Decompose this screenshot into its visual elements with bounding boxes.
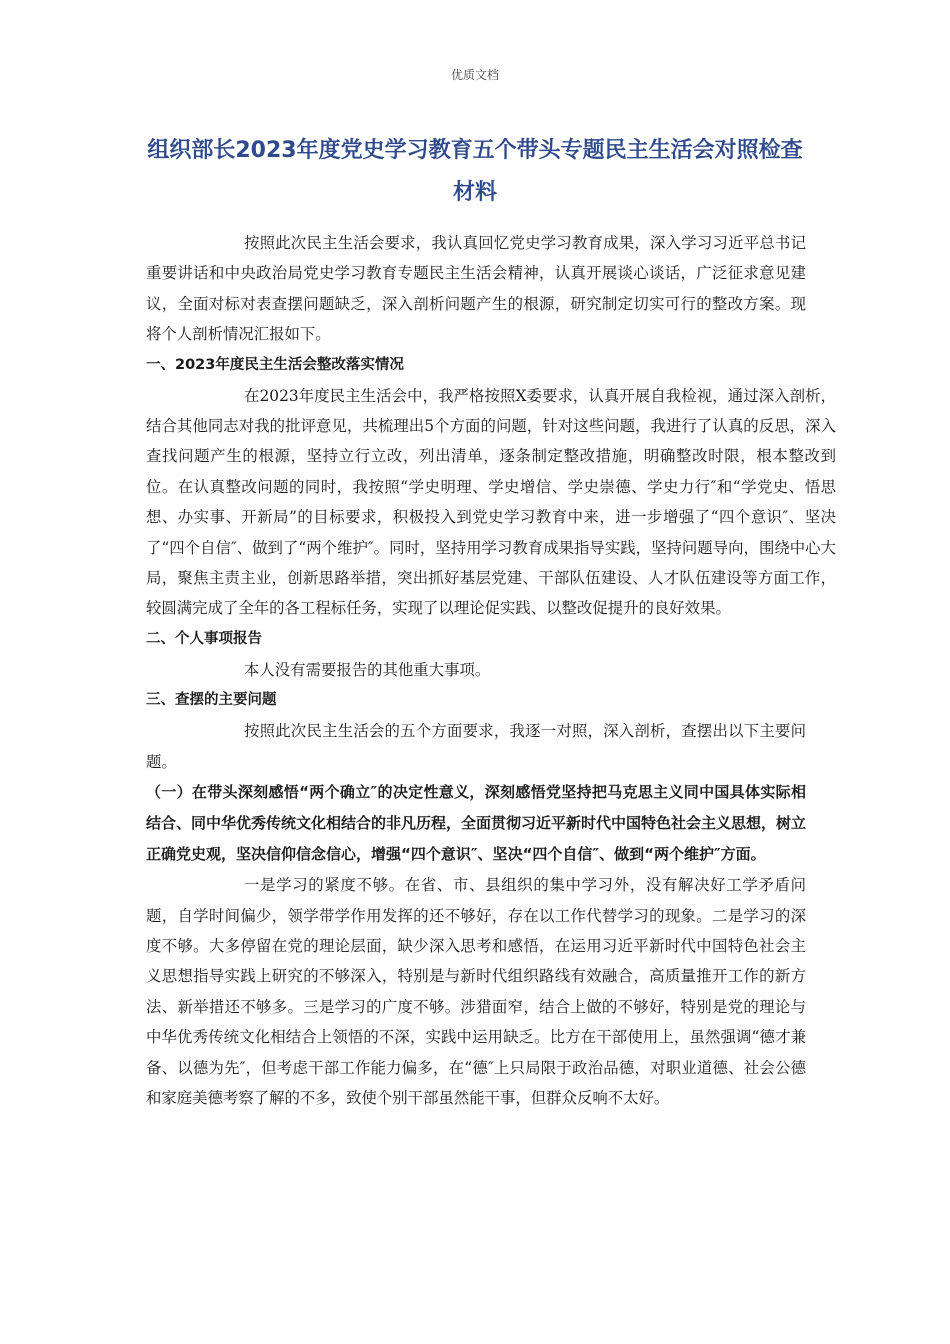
section-2-paragraph: 本人没有需要报告的其他重大事项。 xyxy=(244,660,491,679)
subsection-1-paragraph: 一是学习的紧度不够。在省、市、县组织的集中学习外，没有解决好工学矛盾问题，自学时间偏少，领学带学作用发挥的还不够好，存在以工作代替学习的现象。二是学习的深度不够。大多停留在党的理论层面，缺少深入思考和感悟，在运用习近平新时代中国特色社会主义思想指导实践上研究的不够深入，特别是与新时代组织路线有效融合，高质量推开工作的新方法、新举措还不够多。三是学习的广度不够。涉猎面窄，结合上做的不够好，特别是党的理论与中华优秀传统文化相结合上领悟的不深，实践中运用缺乏。比方在干部使用上，虽然强调“德才兼备、以德为先″，但考虑干部工作能力偏多，在“德″上只局限于政治品德，对职业道德、社会公德和家庭美德考察了解的不多，致使个别干部虽然能干事，但群众反响不太好。 xyxy=(146,876,806,1107)
intro-paragraph: 按照此次民主生活会要求，我认真回忆党史学习教育成果，深入学习习近平总书记重要讲话和中央政治局党史学习教育专题民主生活会精神，认真开展谈心谈话，广泛征求意见建议，全面对标对表查摆问题缺乏，深入剖析问题产生的根源，研究制定切实可行的整改方案。现将个人剖析情况汇报如下。 xyxy=(146,234,806,344)
document-body xyxy=(146,228,836,1113)
section-1-heading: 一、2023年度民主生活会整改落实情况 xyxy=(146,356,404,373)
header-label: 优质文档 xyxy=(450,68,499,82)
document-title: 组织部长2023年度党史学习教育五个带头专题民主生活会对照检查材料 xyxy=(147,138,803,205)
subsection-1-heading: （一）在带头深刻感悟“两个确立″的决定性意义，深刻感悟党坚持把马克思主义同中国具体实际相结合、同中华优秀传统文化相结合的非凡历程，全面贯彻习近平新时代中国特色社会主义思想，树立正确党史观，坚决信仰信念信心，增强“四个意识″、坚决“四个自信″、做到“两个维护″方面。 xyxy=(146,783,807,864)
section-1-paragraph: 在2023年度民主生活会中，我严格按照X委要求，认真开展自我检视，通过深入剖析，结合其他同志对我的批评意见，共梳理出5个方面的问题，针对这些问题，我进行了认真的反思，深入查找问题产生的根源，坚持立行立改，列出清单，逐条制定整改措施，明确整改时限，根本整改到位。在认真整改问题的同时，我按照“学史明理、学史增信、学史崇德、学史力行″和“学党史、悟思想、办实事、开新局”的目标要求，积极投入到党史学习教育中来，进一步增强了“四个意识″、坚决了“四个自信″、做到了“两个维护″。同时，坚持用学习教育成果指导实践，坚持问题导向，围绕中心大局，聚焦主责主业，创新思路举措，突出抓好基层党建、干部队伍建设、人才队伍建设等方面工作，较圆满完成了全年的各工程标任务，实现了以理论促实践、以整改促提升的良好效果。 xyxy=(146,386,836,618)
section-2-heading: 二、个人事项报告 xyxy=(146,630,262,647)
section-3-heading: 三、查摆的主要问题 xyxy=(146,692,277,709)
section-3-paragraph: 按照此次民主生活会的五个方面要求，我逐一对照，深入剖析，查摆出以下主要问题。 xyxy=(146,722,806,771)
